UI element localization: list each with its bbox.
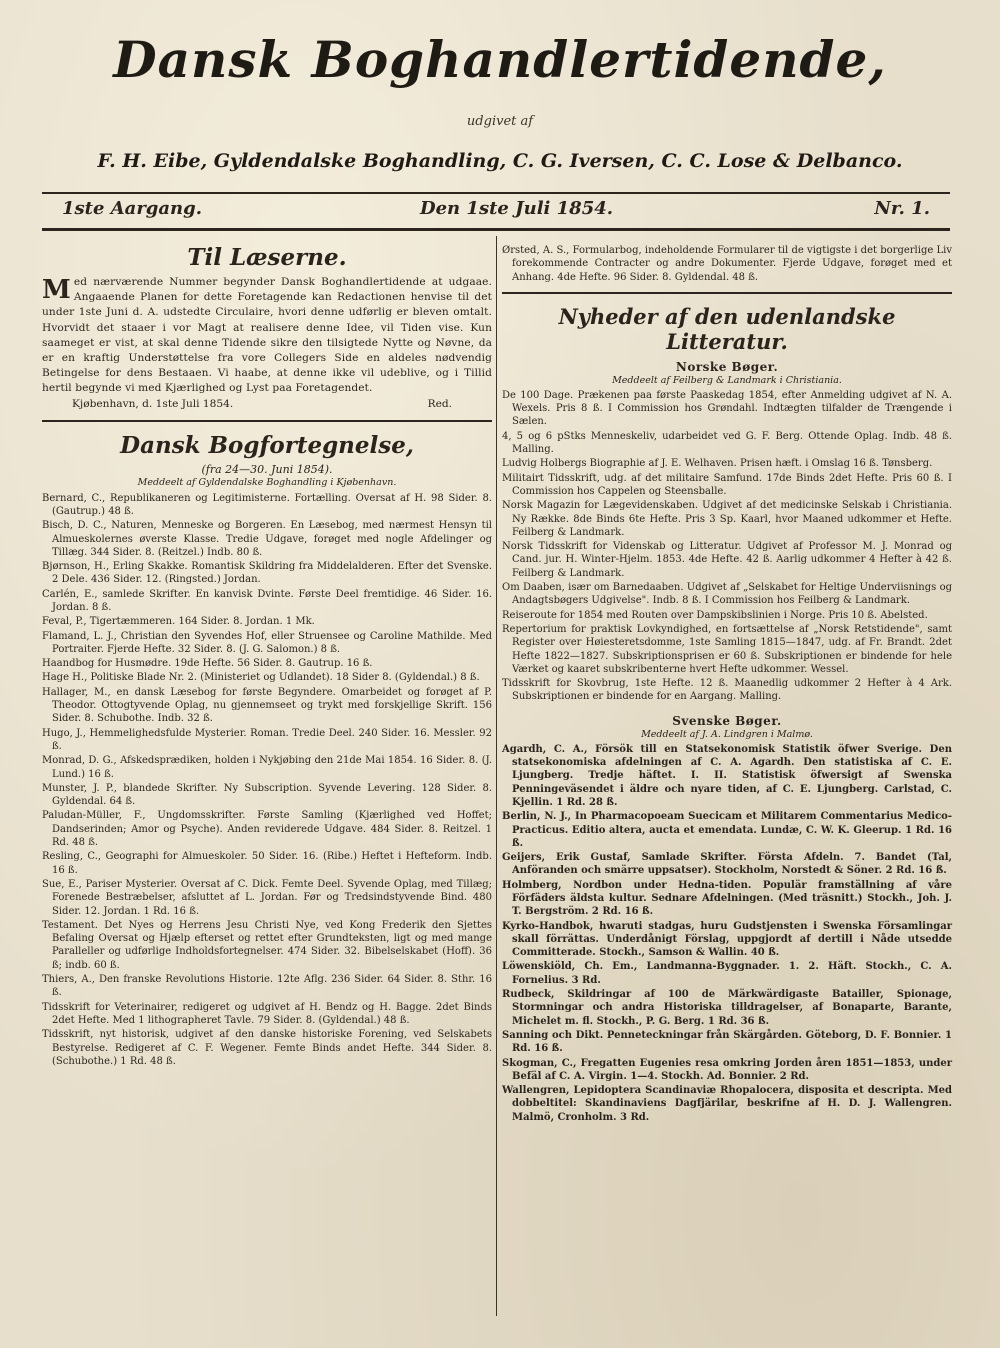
left-column: [42, 240, 492, 1069]
swedish-title: Svenske Bøger.: [672, 713, 782, 728]
list-entry: Militairt Tidsskrift, udg. af det militaire Samfund. 17de Binds 2det Hefte. Pris 60 ß. I Commission hos Cappelen og Steensballe.: [502, 472, 952, 497]
readers-body: [42, 275, 492, 397]
list-entry: Tidsskrift for Veterinairer, redigeret og udgivet af H. Bendz og H. Bagge. 2det Binds 2det Hefte. Med 1 lithographeret Tavle. 79 Sider. 8. (Gyldendal.) 48 ß.: [42, 1001, 492, 1026]
header-rule-top: [42, 192, 950, 194]
header-rule-bottom: [42, 228, 950, 231]
list-entry: Ludvig Holbergs Biographie af J. E. Welhaven. Prisen hæft. i Omslag 16 ß. Tønsberg.: [502, 458, 933, 470]
list-entry: Om Daaben, især om Barnedaaben. Udgivet af „Selskabet for Heltige Underviisnings og Andagtsbøgers Udgivelse". Indb. 8 ß. I Commission hos Feilberg & Landmark.: [502, 582, 952, 607]
swedish-entries: [502, 743, 952, 1124]
list-entry: Resling, C., Geographi for Almueskoler. 50 Sider. 16. (Ribe.) Heftet i Hefteform. Indb. 16 ß.: [42, 851, 492, 876]
list-entry: Haandbog for Husmødre. 19de Hefte. 56 Sider. 8. Gautrup. 16 ß.: [42, 658, 373, 670]
list-entry: Berlin, N. J., In Pharmacopoeam Suecicam et Militarem Commentarius Medico-Practicus. Editio altera, aucta et emendata. Lundæ, C. W. K. Gleerup. 1 Rd. 16 ß.: [502, 811, 952, 849]
list-entry: Hallager, M., en dansk Læsebog for første Begyndere. Omarbeidet og forøget af P. Theodor. Ottogtyvende Oplag, nu gjennemseet og trykt med forskjellige Skrift. 156 Sider. 8. Schubothe. Indb. 32 ß.: [42, 686, 492, 725]
norwegian-source: Meddeelt af Feilberg & Landmark i Christiania.: [612, 374, 842, 386]
list-entry: Paludan-Müller, F., Ungdomsskrifter. Første Samling (Kjærlighed ved Hoffet; Dandserinden; Amor og Psyche). Anden reviderede Udgave. 484 Sider. 8. Reitzel. 1 Rd. 48 ß.: [42, 810, 492, 849]
issue-date: Den 1ste Juli 1854.: [420, 198, 614, 219]
list-entry: Tidsskrift, nyt historisk, udgivet af den danske historiske Forening, ved Selskabets Bestyrelse. Redigeret af C. F. Wegener. Femte Binds andet Hefte. 344 Sider. 8. (Schubothe.) 1 Rd. 48 ß.: [42, 1029, 492, 1067]
list-entry: Bernard, C., Republikaneren og Legitimisterne. Fortælling. Oversat af H. 98 Sider. 8. (Gautrup.) 48 ß.: [42, 492, 492, 517]
list-entry: Flamand, L. J., Christian den Syvendes Hof, eller Struensee og Caroline Mathilde. Med Portraiter. Fjerde Hefte. 32 Sider. 8. (J. G. Salomon.) 8 ß.: [42, 630, 492, 655]
danish-list-period: (fra 24—30. Juni 1854).: [201, 462, 333, 476]
list-entry: Hugo, J., Hemmelighedsfulde Mysterier. Roman. Tredie Deel. 240 Sider. 16. Messler. 92 ß.: [42, 727, 492, 752]
list-entry: Geijers, Erik Gustaf, Samlade Skrifter. Första Afdeln. 7. Bandet (Tal, Anföranden och smärre uppsatser). Stockholm, Norstedt & Söner. 2 Rd. 16 ß.: [502, 852, 952, 877]
list-entry: Tidsskrift for Skovbrug, 1ste Hefte. 12 ß. Maanedlig udkommer 2 Hefter à 4 Ark. Subskriptionen er bindende for en Aargang. Malling.: [502, 678, 952, 703]
danish-list-title: Dansk Bogfortegnelse,: [120, 431, 414, 459]
list-entry: Skogman, C., Fregatten Eugenies resa omkring Jorden åren 1851—1853, under Befäl af C. A. Virgin. 1—4. Stockh. Ad. Bonnier. 2 Rd.: [502, 1057, 952, 1082]
readers-place: Kjøbenhavn, d. 1ste Juli 1854.: [72, 397, 234, 410]
list-entry: Holmberg, Nordbon under Hedna-tiden. Populär framställning af våre Förfäders äldsta kultur. Sednare Afdelningen. (Med träsnitt.) Stockh., Joh. J. T. Bergström. 2 Rd. 16 ß.: [502, 879, 952, 918]
swedish-source: Meddeelt af J. A. Lindgren i Malmø.: [641, 728, 813, 740]
right-column: [502, 240, 952, 1125]
masthead-title: Dansk Boghandlertidende,: [113, 30, 887, 89]
masthead-subtitle: udgivet af: [466, 114, 534, 129]
continuation-entry: Ørsted, A. S., Formularbog, indeholdende Formularer til de vigtigste i det borgerlige Liv forekommende Contracter og andre Dokumenter. Fjerde Udgave, forøget med et Anhang. 4de Hefte. 96 Sider. 8. Gyldendal. 48 ß.: [502, 245, 952, 283]
list-entry: Löwenskiöld, Ch. Em., Landmanna-Byggnader. 1. 2. Häft. Stockh., C. A. Fornelius. 3 Rd.: [502, 961, 952, 986]
list-entry: Rudbeck, Skildringar af 100 de Märkwärdigaste Batailler, Spionage, Stormningar och andra Historiska tilldragelser, af Bonaparte, Barante, Michelet m. fl. Stockh., P. G. Berg. 1 Rd. 36 ß.: [502, 989, 952, 1027]
list-entry: Reiseroute for 1854 med Routen over Dampskibslinien i Norge. Pris 10 ß. Abelsted.: [502, 609, 928, 621]
list-entry: Bisch, D. C., Naturen, Menneske og Borgeren. En Læsebog, med nærmest Hensyn til Almueskolernes øverste Klasse. Tredie Udgave, forøget med nogle Afdelinger og Tillæg. 344 Sider. 8. (Reitzel.) Indb. 80 ß.: [42, 520, 492, 558]
list-entry: Carlén, E., samlede Skrifter. En kanvisk Dvinte. Første Deel fremtidige. 46 Sider. 16. Jordan. 8 ß.: [42, 588, 492, 613]
masthead-publishers: F. H. Eibe, Gyldendalske Boghandling, C. G. Iversen, C. C. Lose & Delbanco.: [97, 150, 903, 172]
list-entry: Bjørnson, H., Erling Skakke. Romantisk Skildring fra Middelalderen. Efter det Svenske. 2 Dele. 436 Sider. 12. (Ringsted.) Jordan.: [42, 561, 492, 586]
readers-title: Til Læserne.: [187, 244, 347, 271]
list-entry: Munster, J. P., blandede Skrifter. Ny Subscription. Syvende Levering. 128 Sider. 8. Gyldendal. 64 ß.: [42, 782, 492, 808]
list-entry: Wallengren, Lepidoptera Scandinaviæ Rhopalocera, disposita et descripta. Med dobbeltitel: Skandinaviens Dagfjärilar, beskrifne af H. D. J. Wallengren. Malmö, Cronholm. 3 Rd.: [502, 1085, 952, 1123]
readers-dropcap: M: [42, 275, 71, 305]
norwegian-entries: [502, 389, 952, 704]
list-entry: Repertorium for praktisk Lovkyndighed, en fortsættelse af „Norsk Retstidende", samt Register over Høiesteretsdomme, 1ste Samling 1815—1847, udg. af Fr. Brandt. 2det Hefte 1822—1827. Subskriptionsprisen er 60 ß. Subskriptionen er bindende for hele Værket og kaaret subskribenterne hvert Hefte udkommer. Wessel.: [502, 623, 952, 675]
list-entry: Feval, P., Tigertæmmeren. 164 Sider. 8. Jordan. 1 Mk.: [42, 616, 315, 628]
readers-text: ed nærværende Nummer begynder Dansk Boghandlertidende at udgaae. Angaaende Planen for dette Foretagende kan Redactionen henvise til det under 1ste Juni d. A. udstedte Circulaire, hvori denne udførlig er bleven omtalt. Hvorvidt det staaer i vor Magt at realisere denne Idee, vil Tiden vise. Kun saameget er vist, at skal denne Tidende sikre den tilsigtede Nytte og Nøvne, da er en kraftig Understøttelse fra vore Collegers Side en aldeles nødvendig Betingelse for dens Bestaaen. Vi haabe, at denne ikke vil udeblive, og i Tillid hertil begynde vi med Kjærlighed og Lyst paa Foretagendet.: [42, 276, 492, 395]
list-entry: Sanning och Dikt. Penneteckningar från Skärgården. Göteborg, D. F. Bonnier. 1 Rd. 16 ß.: [502, 1029, 952, 1055]
list-entry: Sue, E., Pariser Mysterier. Oversat af C. Dick. Femte Deel. Syvende Oplag, med Tillæg; Forenede Bestræbelser, afsluttet af L. Jordan. Før og Tredsindstyvende Bind. 480 Sider. 12. Jordan. 1 Rd. 16 ß.: [42, 878, 492, 917]
norwegian-title: Norske Bøger.: [675, 359, 779, 374]
list-entry: 4, 5 og 6 pStks Menneskeliv, udarbeidet ved G. F. Berg. Ottende Oplag. Indb. 48 ß. Malling.: [502, 430, 952, 456]
column-divider: [496, 236, 497, 1316]
section-rule: [42, 420, 492, 422]
list-entry: Norsk Magazin for Lægevidenskaben. Udgivet af det medicinske Selskab i Christiania. Ny Række. 8de Binds 6te Hefte. Pris 3 Sp. Kaarl, hvor Maaned udkommer et Hefte. Feilberg & Landmark.: [502, 500, 952, 538]
danish-entries: [42, 492, 492, 1068]
section-rule-right: [502, 292, 952, 294]
list-entry: Testament. Det Nyes og Herrens Jesu Christi Nye, ved Kong Frederik den Sjettes Befaling Oversat og Hjælp efterset og rettet efter Grundteksten, ligt og med mange Paralleller og udførlige Indholdsfortegnelser. 474 Sider. 32. Bibelselskabet (Hoff). 36 ß; indb. 60 ß.: [42, 919, 492, 971]
list-entry: Norsk Tidsskrift for Videnskab og Litteratur. Udgivet af Professor M. J. Monrad og Cand. jur. H. Winter-Hjelm. 1853. 4de Hefte. 42 ß. Aarlig udkommer 4 Hefter à 42 ß. Feilberg & Landmark.: [502, 541, 952, 579]
list-entry: Monrad, D. G., Afskedsprædiken, holden i Nykjøbing den 21de Mai 1854. 16 Sider. 8. (J. Lund.) 16 ß.: [42, 755, 492, 780]
issue-line: [60, 198, 940, 228]
list-entry: Hage H., Politiske Blade Nr. 2. (Ministeriet og Udlandet). 18 Sider 8. (Gyldendal.) 8 ß.: [42, 672, 480, 684]
foreign-title: Nyheder af den udenlandske Litteratur.: [558, 303, 896, 354]
danish-list-source: Meddeelt af Gyldendalske Boghandling i Kjøbenhavn.: [137, 476, 397, 488]
readers-signature-line: [42, 397, 492, 412]
list-entry: De 100 Dage. Prækenen paa første Paaskedag 1854, efter Anmelding udgivet af N. A. Wexels. Pris 8 ß. I Commission hos Grøndahl. Indtægten tilfalder de Trængende i Sælen.: [502, 389, 952, 428]
list-entry: Kyrko-Handbok, hwaruti stadgas, huru Gudstjensten i Swenska Församlingar skall förrättas. Underdånigt Förslag, uppgjordt af dertill i Nåde utsedde Committerade. Stockh., Samson & Wallin. 40 ß.: [502, 920, 952, 959]
readers-signature: Red.: [427, 397, 452, 410]
list-entry: Thiers, A., Den franske Revolutions Historie. 12te Aflg. 236 Sider. 64 Sider. 8. Sthr. 16 ß.: [42, 974, 492, 999]
issue-number: Nr. 1.: [874, 198, 930, 219]
issue-volume: 1ste Aargang.: [62, 198, 202, 219]
list-entry: Agardh, C. A., Försök till en Statsekonomisk Statistik öfwer Sverige. Den statsekonomiska afdelningen af C. A. Agardh. Den statistiska af C. E. Ljungberg. Tredje häftet. I. II. Statistisk öfwersigt af Swenska Penningeväsendet i äldre och nyare tiden, af C. E. Ljungberg. Carlstad, C. Kjellin. 1 Rd. 28 ß.: [502, 743, 952, 808]
